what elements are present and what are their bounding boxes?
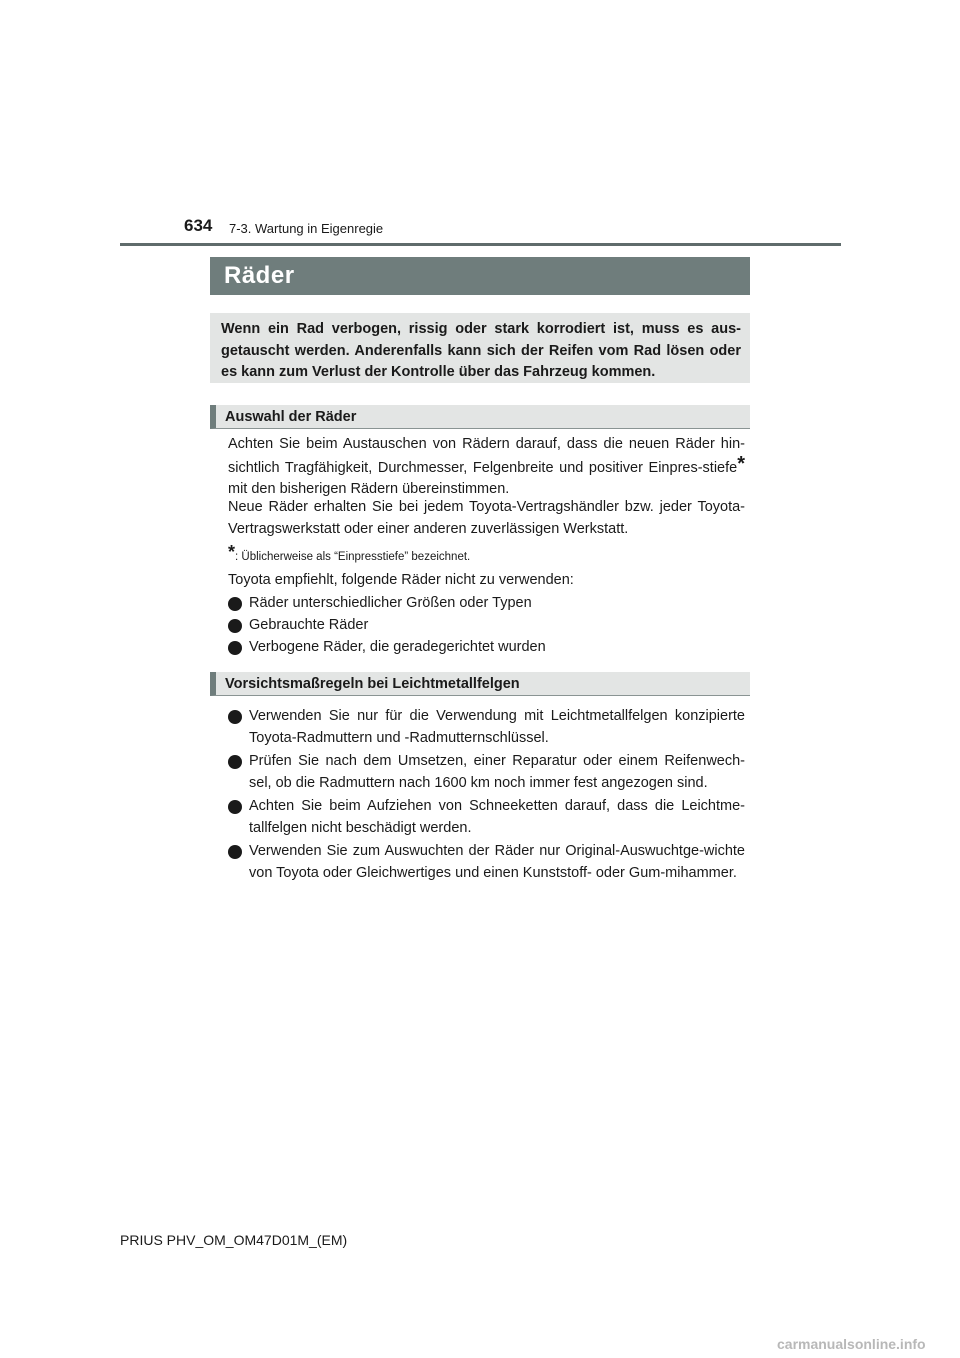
bullet-icon xyxy=(228,619,242,633)
paragraph-dealers: Neue Räder erhalten Sie bei jedem Toyota-Vertragshändler bzw. jeder Toyota-Vertragswerkstatt oder einer anderen zuverlässigen Werkstatt. xyxy=(228,499,745,537)
bullet-icon xyxy=(228,641,242,655)
footnote-star: * xyxy=(228,542,236,562)
section-heading-wheel-selection: Auswahl der Räder xyxy=(210,405,750,429)
footnote-marker: * xyxy=(737,452,745,475)
list-item xyxy=(228,615,745,637)
list-item-text: Verwenden Sie nur für die Verwendung mit Leichtmetallfelgen konzipierte Toyota-Radmuttern und -Radmutternschlüssel. xyxy=(249,708,745,746)
list-item-text: Räder unterschiedlicher Größen oder Typen xyxy=(249,595,532,611)
paragraph-text: Achten Sie beim Austauschen von Rädern darauf, dass die neuen Räder hin-sichtlich Tragfähigkeit, Durchmesser, Felgenbreite und positiver Einpres-stiefe xyxy=(228,436,745,476)
bullet-icon xyxy=(228,710,242,724)
list-item xyxy=(228,751,745,794)
footnote-text: : Üblicherweise als “Einpresstiefe” bezeichnet. xyxy=(235,551,471,563)
page-number: 634 xyxy=(184,216,213,235)
paragraph-recommendation: Toyota empfiehlt, folgende Räder nicht zu verwenden: xyxy=(228,572,574,588)
intro-text: Wenn ein Rad verbogen, rissig oder stark korrodiert ist, muss es aus-getauscht werden. Anderenfalls kann sich der Reifen vom Rad lösen oder es kann zum Verlust der Kontrolle über das Fahrzeug kommen. xyxy=(221,321,741,380)
list-item xyxy=(228,796,745,839)
bullet-icon xyxy=(228,755,242,769)
bullet-icon xyxy=(228,845,242,859)
section-heading-alloy-precautions: Vorsichtsmaßregeln bei Leichtmetallfelgen xyxy=(210,672,750,696)
document-id: PRIUS PHV_OM_OM47D01M_(EM) xyxy=(120,1232,348,1248)
list-item-text: Verbogene Räder, die geradegerichtet wurden xyxy=(249,639,546,655)
footnote xyxy=(228,544,470,565)
list-item-text: Achten Sie beim Aufziehen von Schneeketten darauf, dass die Leichtme-tallfelgen nicht beschädigt werden. xyxy=(249,798,745,836)
list-item-text: Gebrauchte Räder xyxy=(249,617,369,633)
section-reference: 7-3. Wartung in Eigenregie xyxy=(229,221,384,236)
list-item xyxy=(228,593,745,615)
bullet-icon xyxy=(228,800,242,814)
watermark: carmanualsonline.info xyxy=(777,1336,926,1352)
list-item xyxy=(228,637,745,659)
header-divider xyxy=(120,243,841,246)
list-item-text: Verwenden Sie zum Auswuchten der Räder nur Original-Auswuchtge-wichte von Toyota oder Gleichwertiges und einen Kunststoff- oder Gum-mihammer. xyxy=(249,843,745,881)
list-item xyxy=(228,706,745,749)
intro-warning-box xyxy=(210,313,750,383)
list-item xyxy=(228,841,745,884)
page-title: Räder xyxy=(210,257,750,295)
paragraph-text-end: mit den bisherigen Rädern übereinstimmen. xyxy=(228,481,510,497)
paragraph-wheel-replacement xyxy=(228,434,745,501)
list-item-text: Prüfen Sie nach dem Umsetzen, einer Reparatur oder einem Reifenwech-sel, ob die Radmuttern nach 1600 km noch immer fest angezogen sind. xyxy=(249,753,745,791)
bullet-icon xyxy=(228,597,242,611)
